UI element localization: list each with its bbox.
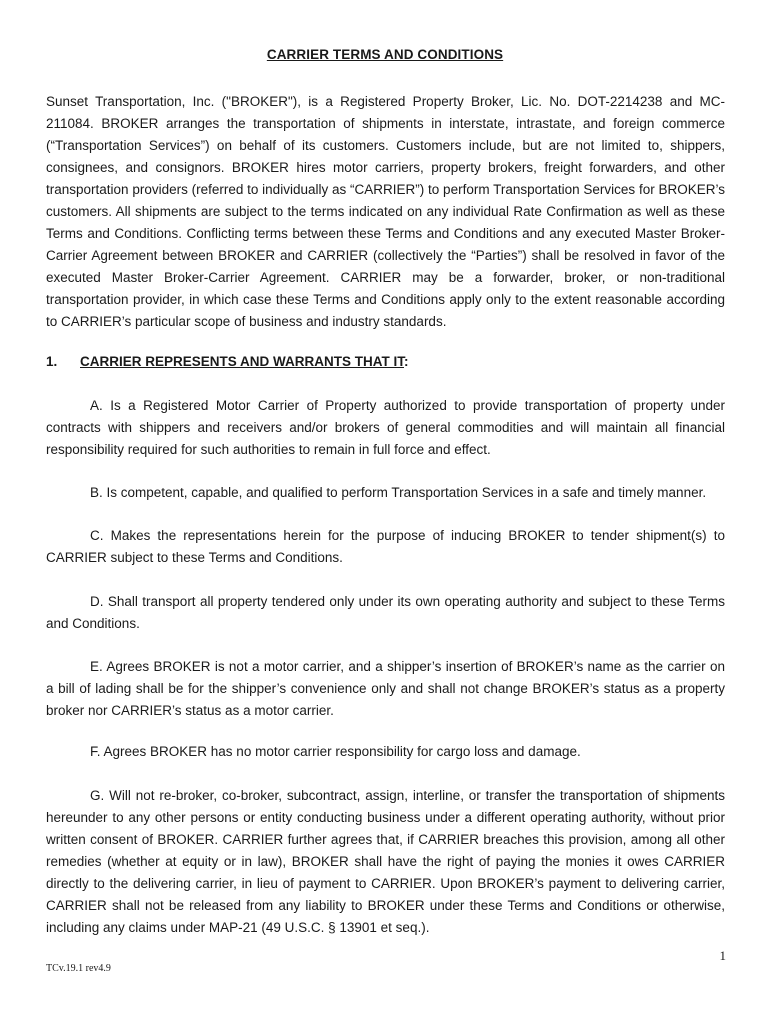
intro-paragraph: Sunset Transportation, Inc. ("BROKER"), is a Registered Property Broker, Lic. No. DOT-2214238 and MC-211084. BROKER arranges the transportation of shipments in interstate, intrastate, and foreign commerce (“Transportation Services”) on behalf of its customers. Customers include, but are not limited to, shippers, consignees, and consignors. BROKER hires motor carriers, property brokers, freight forwarders, and other transportation providers (referred to individually as “CARRIER”) to perform Transportation Services for BROKER’s customers. All shipments are subject to the terms indicated on any individual Rate Confirmation as well as these Terms and Conditions. Conflicting terms between these Terms and Conditions and any executed Master Broker-Carrier Agreement between BROKER and CARRIER (collectively the “Parties”) shall be resolved in favor of the executed Master Broker-Carrier Agreement. CARRIER may be a forwarder, broker, or non-traditional transportation provider, in which case these Terms and Conditions apply only to the extent reasonable according to CARRIER’s particular scope of business and industry standards.	[46, 94, 725, 329]
clause-e: E. Agrees BROKER is not a motor carrier, and a shipper’s insertion of BROKER’s name as the carrier on a bill of lading shall be for the shipper’s convenience only and shall not change BROKER’s status as a property broker nor CARRIER’s status as a motor carrier.	[46, 659, 725, 718]
clause-b: B. Is competent, capable, and qualified to perform Transportation Services in a safe and timely manner.	[90, 485, 707, 500]
footer-revision: TCv.19.1 rev4.9	[46, 963, 111, 974]
clause-c: C. Makes the representations herein for the purpose of inducing BROKER to tender shipment(s) to CARRIER subject to these Terms and Conditions.	[46, 528, 725, 565]
document-title: CARRIER TERMS AND CONDITIONS	[266, 47, 504, 62]
section-1-heading	[46, 354, 409, 369]
section-heading-colon: :	[404, 354, 409, 369]
page-number: 1	[719, 948, 726, 963]
section-heading-text: CARRIER REPRESENTS AND WARRANTS THAT IT	[80, 354, 405, 369]
section-number: 1.	[46, 354, 58, 369]
clause-f: F. Agrees BROKER has no motor carrier responsibility for cargo loss and damage.	[90, 744, 581, 759]
clause-d: D. Shall transport all property tendered only under its own operating authority and subject to these Terms and Conditions.	[46, 594, 725, 631]
clause-g: G. Will not re-broker, co-broker, subcontract, assign, interline, or transfer the transportation of shipments hereunder to any other persons or entity conducting business under a different operating authority, without prior written consent of BROKER. CARRIER further agrees that, if CARRIER breaches this provision, among all other remedies (whether at equity or in law), BROKER shall have the right of paying the monies it owes CARRIER directly to the delivering carrier, in lieu of payment to CARRIER. Upon BROKER’s payment to delivering carrier, CARRIER shall not be released from any liability to BROKER under these Terms and Conditions or otherwise, including any claims under MAP-21 (49 U.S.C. § 13901 et seq.).	[46, 788, 725, 935]
clause-a: A. Is a Registered Motor Carrier of Property authorized to provide transportation of property under contracts with shippers and receivers and/or brokers of general commodities and will maintain all financial responsibility required for such authorities to remain in full force and effect.	[46, 398, 725, 457]
